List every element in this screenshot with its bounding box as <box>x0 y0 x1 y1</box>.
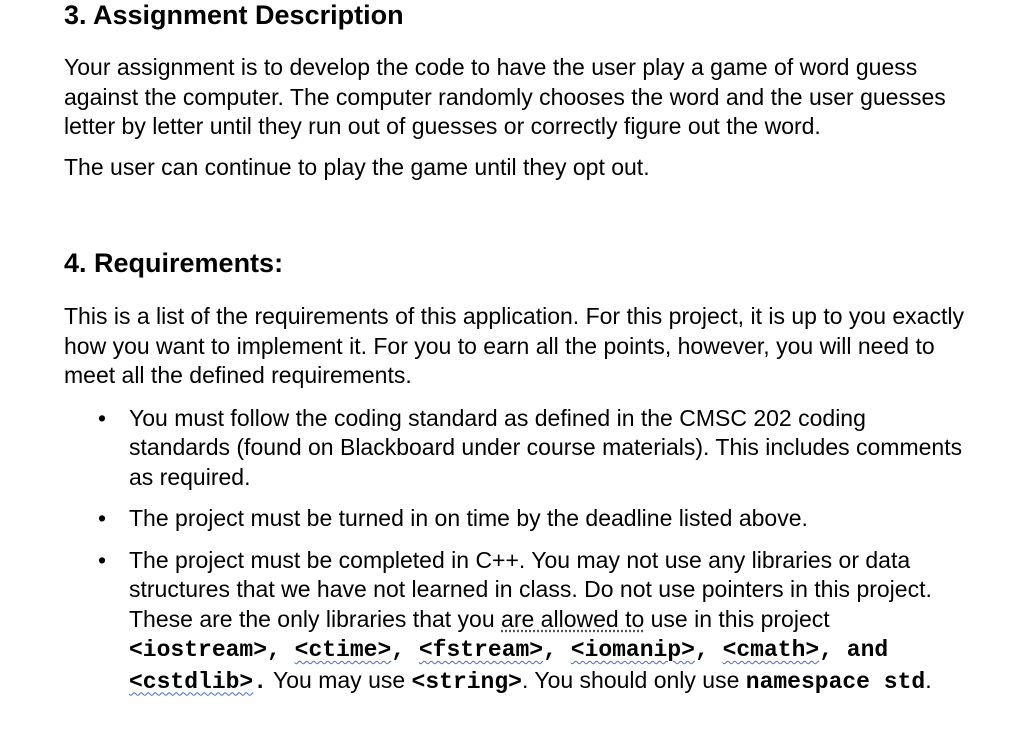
opt-out-paragraph: The user can continue to play the game until they opt out. <box>64 153 650 180</box>
separator: , <box>267 637 295 663</box>
requirement-text: The project must be turned in on time by the deadline listed above. <box>129 505 808 531</box>
section-4-heading: 4. Requirements: <box>64 248 284 278</box>
library-fstream: <fstream> <box>418 637 544 663</box>
requirement-deadline <box>64 504 964 534</box>
library-cstdlib: <cstdlib> <box>129 668 254 695</box>
requirement-text-d: . You should only use <box>521 666 746 693</box>
library-iomanip: <iomanip> <box>570 637 695 663</box>
requirement-text-a: The project must be completed in C++. You may not use any libraries or data structures that we have not learned in class. Do not use pointers in this project. These are the only libraries that you <box>129 546 932 632</box>
requirement-text-c: You may use <box>267 666 412 693</box>
library-cmath: <cmath> <box>722 637 820 663</box>
requirement-text: You must follow the coding standard as defined in the CMSC 202 coding standards (found on Blackboard under course materials). This includes comments as required. <box>129 404 963 490</box>
grammar-flagged-phrase: are allowed to <box>501 605 645 632</box>
requirement-text-b: use in this project <box>644 605 830 632</box>
requirement-text-e: . <box>925 666 932 693</box>
library-string: <string> <box>411 668 522 695</box>
section-3-heading: 3. Assignment Description <box>64 0 404 30</box>
assignment-description-paragraph: Your assignment is to develop the code to have the user play a game of word guess against the computer. The computer randomly chooses the word and the user guesses letter by letter until they run out of guesses or correctly figure out the word. <box>64 54 946 139</box>
separator: , <box>543 637 571 663</box>
document-page <box>64 0 964 709</box>
library-iostream: <iostream> <box>129 637 268 663</box>
requirement-language-libraries <box>64 546 964 698</box>
requirements-intro-paragraph: This is a list of the requirements of this application. For this project, it is up to you exactly how you want to implement it. For you to earn all the points, however, you will need to meet all the defined requirements. <box>64 303 964 388</box>
namespace-std: namespace std <box>745 668 926 695</box>
bullet-icon: • <box>98 546 107 573</box>
separator: , <box>694 637 723 663</box>
separator: , and <box>819 637 889 663</box>
bullet-icon: • <box>98 404 107 431</box>
library-ctime: <ctime> <box>294 637 392 663</box>
requirements-list <box>64 404 964 698</box>
separator: . <box>253 668 268 695</box>
bullet-icon: • <box>98 505 107 531</box>
separator: , <box>391 637 419 663</box>
requirement-coding-standard <box>64 404 964 493</box>
